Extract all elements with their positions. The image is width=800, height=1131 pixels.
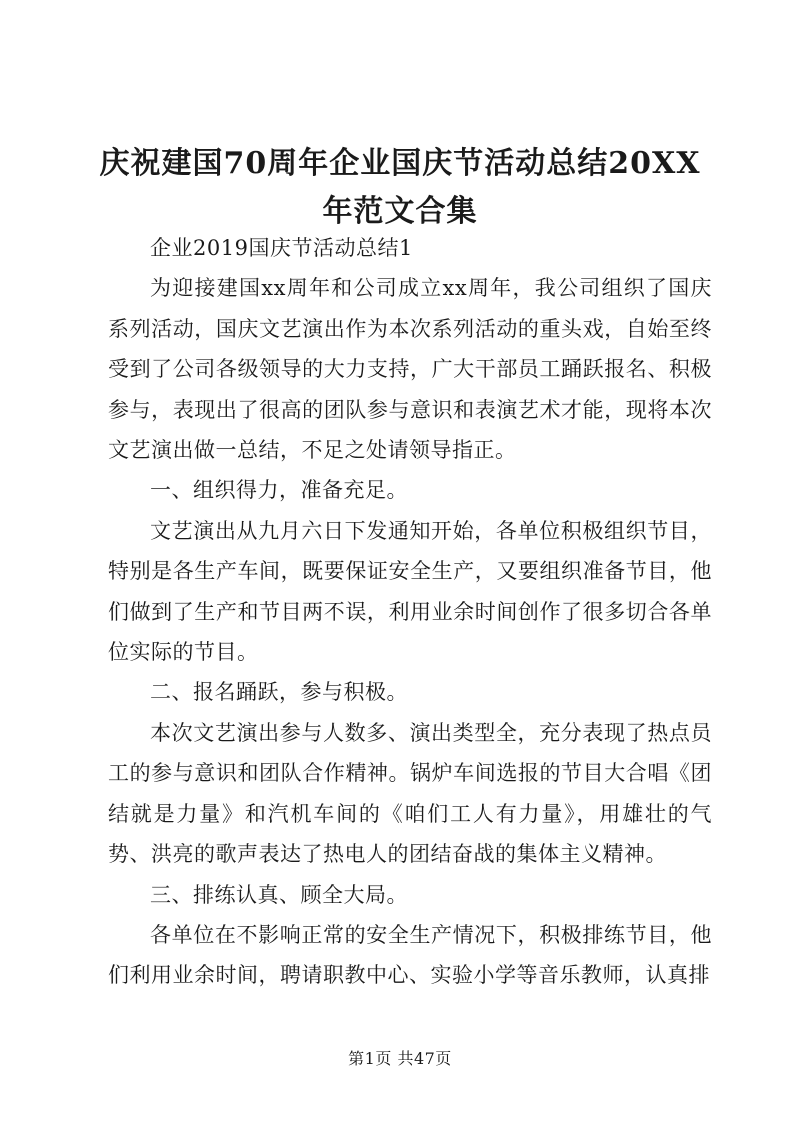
section-heading: 企业2019国庆节活动总结1 [150, 236, 413, 260]
body-paragraph: 各单位在不影响正常的安全生产情况下，积极排练节目，他们利用业余时间，聘请职教中心、实验小学等音乐教师，认真排 [108, 922, 712, 988]
section-heading: 一、组织得力，准备充足。 [150, 478, 408, 503]
section-heading: 三、排练认真、顾全大局。 [150, 882, 408, 907]
body-paragraph: 为迎接建国xx周年和公司成立xx周年，我公司组织了国庆系列活动，国庆文艺演出作为本次系列活动的重头戏，自始至终受到了公司各级领导的大力支持，广大干部员工踊跃报名、积极参与，表现出了很高的团队参与意识和表演艺术才能，现将本次文艺演出做一总结，不足之处请领导指正。 [108, 276, 712, 463]
page-footer: 第1页 共47页 [348, 1049, 452, 1068]
body-paragraph: 本次文艺演出参与人数多、演出类型全，充分表现了热点员工的参与意识和团队合作精神。锅炉车间选报的节目大合唱《团结就是力量》和汽机车间的《咱们工人有力量》，用雄壮的气势、洪亮的歌声表达了热电人的团结奋战的集体主义精神。 [108, 720, 712, 867]
body-paragraph: 文艺演出从九月六日下发通知开始，各单位积极组织节目，特别是各生产车间，既要保证安全生产，又要组织准备节目，他们做到了生产和节目两不误，利用业余时间创作了很多切合各单位实际的节目。 [108, 518, 712, 665]
document-title: 庆祝建国70周年企业国庆节活动总结20XX年范文合集 [99, 146, 701, 229]
section-heading: 二、报名踊跃，参与积极。 [150, 680, 408, 705]
document-body [108, 228, 712, 996]
